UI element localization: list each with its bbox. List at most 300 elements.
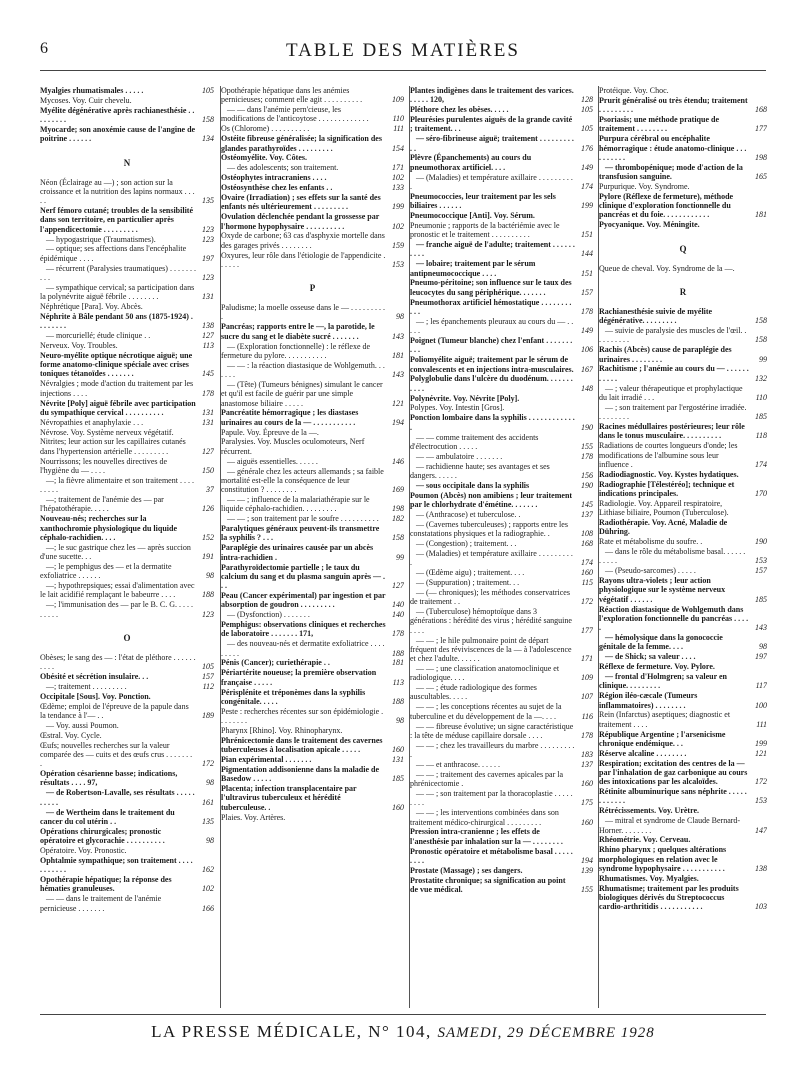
entry-text: — — ; les conceptions récentes au sujet de la tuberculine et du développement de la —. . . . bbox=[410, 702, 562, 721]
entry-text: Poumon (Abcès) non amibiens ; leur traitement par le chlorhydrate d'émétine. . . . . . . bbox=[410, 490, 573, 510]
entry-page-number: 198 bbox=[755, 152, 767, 162]
index-entry bbox=[221, 591, 404, 610]
entry-page-number: 143 bbox=[392, 370, 404, 380]
entry-page-number: 140 bbox=[392, 600, 404, 610]
entry-page-number: 143 bbox=[755, 623, 767, 633]
entry-page-number: 197 bbox=[202, 253, 214, 263]
index-entry bbox=[40, 856, 214, 875]
index-entry bbox=[221, 543, 404, 562]
entry-page-number: 118 bbox=[755, 431, 767, 441]
entry-page-number: 168 bbox=[581, 538, 593, 548]
index-entry bbox=[599, 326, 767, 345]
entry-text: Psoriasis; une méthode pratique de traitement . . . . . . . . bbox=[599, 115, 719, 134]
entry-text: Ophtalmie sympathique; son traitement . . . . . . . . . . . bbox=[40, 855, 193, 875]
entry-text: Pénis (Cancer); curiethérapie . . bbox=[221, 658, 330, 668]
entry-text: — hypogastrique (Traumatismes). bbox=[46, 234, 156, 244]
entry-page-number: 127 bbox=[392, 581, 404, 591]
entry-page-number: 37 bbox=[206, 485, 214, 495]
entry-page-number: 98 bbox=[206, 778, 214, 788]
entry-page-number: 151 bbox=[581, 268, 593, 278]
index-entry bbox=[410, 578, 593, 587]
index-entry bbox=[410, 722, 593, 741]
index-entry bbox=[599, 816, 767, 835]
entry-page-number: 112 bbox=[202, 681, 214, 691]
entry-text: —; le suc gastrique chez les — après succion d'une sucette. . . bbox=[40, 542, 191, 562]
entry-page-number: 172 bbox=[202, 759, 214, 769]
entry-text: Pancréas; rapports entre le —, la parotide, le sucre du sang et le diabète sucré . . . . . . . bbox=[221, 322, 375, 341]
index-entry bbox=[599, 537, 767, 546]
entry-text: Polynévrite. Voy. Névrite [Poly]. bbox=[410, 393, 520, 403]
index-column-2 bbox=[220, 86, 404, 1008]
index-entry bbox=[221, 467, 404, 495]
index-entry bbox=[40, 351, 214, 379]
index-entry bbox=[410, 770, 593, 789]
entry-text: Paludisme; la moelle osseuse dans le — . . . . . . . . . . bbox=[221, 303, 385, 322]
entry-text: Pylore (Réflexe de fermeture), méthode clinique d'exploration fonctionnelle du pancréas et du foie. . . . . . . . . . . . bbox=[599, 191, 734, 220]
index-entry bbox=[221, 428, 404, 437]
entry-page-number: 98 bbox=[396, 716, 404, 725]
entry-text: Prostate (Massage) ; ses dangers. bbox=[410, 865, 523, 875]
entry-text: Prostatite chronique; sa signification au point de vue médical. bbox=[410, 875, 566, 894]
index-entry bbox=[410, 462, 593, 481]
entry-text: Région iléo-cæcale (Tumeurs inflammatoires) . . . . . . . . bbox=[599, 691, 698, 710]
index-entry bbox=[221, 193, 404, 212]
entry-text: — ; son traitement par l'ergostérine irradiée. . . . . . . . . bbox=[599, 402, 747, 422]
index-entry bbox=[221, 736, 404, 755]
entry-page-number: 161 bbox=[202, 797, 214, 807]
entry-page-number: 160 bbox=[581, 817, 593, 827]
entry-text: — lobaire; traitement par le sérum antipneumococcique . . . . bbox=[410, 259, 536, 278]
index-entry bbox=[221, 303, 404, 322]
entry-text: Nouveau-nés; recherches sur la xanthochromie physiologique du liquide céphalo-rachidien. . . . bbox=[40, 514, 177, 542]
index-entry bbox=[221, 610, 404, 619]
entry-text: — — ; une classification anatomoclinique et radiologique. . . . bbox=[410, 664, 560, 683]
entry-text: — — dans l'anémie pern'cieuse, les modifications de l'anticoytose . . . . . . . . . . . . . bbox=[221, 105, 369, 124]
index-entry bbox=[40, 418, 214, 427]
entry-page-number: 98 bbox=[759, 642, 767, 652]
index-entry bbox=[410, 105, 593, 114]
index-entry bbox=[40, 379, 214, 398]
entry-page-number: 126 bbox=[202, 504, 214, 514]
entry-text: Ovaire (Irradiation) ; ses effets sur la santé des enfants nés ultérieurement . . . . . . . . . bbox=[221, 193, 381, 212]
index-entry bbox=[40, 178, 214, 206]
index-column-3 bbox=[409, 86, 593, 1008]
index-entry bbox=[221, 163, 404, 172]
entry-page-number: 155 bbox=[581, 884, 593, 894]
index-entry bbox=[221, 86, 404, 105]
entry-text: Ostéite fibreuse généralisée; la signification des glandes parathyroïdes . . . . . . . . . bbox=[221, 134, 382, 153]
entry-text: Oxyures, leur rôle dans l'étiologie de l'appendicite . . . . . . bbox=[221, 250, 386, 269]
index-entry bbox=[40, 769, 214, 788]
index-entry bbox=[410, 827, 593, 846]
entry-text: — de Shick; sa valeur . . . . bbox=[605, 652, 696, 662]
entry-text: — de Robertson-Lavalle, ses résultats . . . . . . . . . . bbox=[40, 788, 195, 807]
entry-page-number: 188 bbox=[202, 590, 214, 600]
entry-text: —; la fièvre alimentaire et son traitement . . . . . . . . . bbox=[40, 475, 194, 495]
entry-text: — — ; les interventions combinées dans son traitement médico-chirurgical . . . . . . . . . bbox=[410, 808, 559, 827]
footer-rule bbox=[40, 1014, 766, 1015]
index-entry bbox=[599, 345, 767, 364]
entry-text: Polypes. Voy. Intestin [Gros]. bbox=[410, 403, 505, 413]
index-entry bbox=[410, 588, 593, 607]
entry-text: — sympathique cervical; sa participation dans la polynévrite aiguë fébrile . . . . . . . . bbox=[40, 282, 195, 302]
index-entry bbox=[599, 115, 767, 134]
entry-page-number: 160 bbox=[581, 568, 593, 578]
entry-text: — (Maladies) et température axillaire . . . . . . . . . . bbox=[410, 548, 573, 568]
entry-text: — (Dysfonction) . . . . . . . bbox=[227, 610, 310, 620]
entry-text: —; l'immunisation des — par le B. C. G. . . . . . . . . . bbox=[40, 600, 193, 619]
entry-text: — (Pseudo-sarcomes) . . . . . bbox=[605, 566, 696, 576]
entry-text: Néon (Éclairage au —) ; son action sur la croissance et la nutrition des lapins normaux . . . . . bbox=[40, 177, 195, 206]
index-entry bbox=[410, 539, 593, 548]
entry-page-number: 152 bbox=[202, 532, 214, 542]
entry-text: — suivie de paralysie des muscles de l'œil. . . . . . . . . . bbox=[599, 326, 747, 345]
section-letter: P bbox=[309, 283, 316, 294]
index-entry bbox=[410, 549, 593, 568]
index-entry bbox=[221, 765, 404, 784]
index-entry bbox=[40, 244, 214, 263]
entry-page-number: 105 bbox=[202, 662, 214, 672]
entry-page-number: 113 bbox=[392, 677, 404, 687]
index-entry bbox=[221, 563, 404, 591]
entry-text: Rachis (Abcès) cause de paraplégie des urinaires . . . . . . . . bbox=[599, 345, 732, 364]
index-entry bbox=[221, 668, 404, 687]
entry-text: — (Cavernes tuberculeuses) ; rapports entre les constatations physiques et la radiographie. . bbox=[410, 519, 568, 539]
entry-text: — — ; son traitement par le soufre . . . . . . . . . . bbox=[227, 514, 379, 524]
index-entry bbox=[40, 86, 214, 95]
entry-text: Rein (Infarctus) aseptiques; diagnostic et traitement . . . . bbox=[599, 710, 731, 729]
index-entry bbox=[40, 672, 214, 681]
entry-page-number: 194 bbox=[392, 417, 404, 427]
index-entry bbox=[599, 470, 767, 479]
entry-text: — (Tête) (Tumeurs bénignes) simulant le cancer et qu'il est facile de guérir par une simple anastomose biliaire . . . . . bbox=[221, 379, 383, 408]
index-entry bbox=[410, 153, 593, 172]
entry-text: Névrite [Poly] aiguë fébrile avec participation du sympathique cervical . . . . . . . . . . bbox=[40, 398, 196, 417]
index-entry bbox=[221, 726, 404, 735]
index-entry bbox=[599, 364, 767, 383]
entry-page-number: 182 bbox=[392, 514, 404, 524]
index-entry bbox=[221, 707, 404, 726]
index-entry bbox=[599, 691, 767, 710]
entry-text: —; traitement de l'anémie des — par l'hépatothérapie. . . . . bbox=[40, 495, 164, 514]
index-entry bbox=[40, 846, 214, 855]
index-entry bbox=[40, 399, 214, 418]
section-letter: R bbox=[679, 286, 687, 297]
entry-text: — — ; étude radiologique des formes auscultables. . . . . bbox=[410, 683, 537, 702]
index-entry bbox=[410, 221, 593, 240]
entry-text: Rachianesthésie suivie de myélite dégénérative. . . . . . . . . bbox=[599, 306, 713, 326]
entry-page-number: 139 bbox=[581, 865, 593, 875]
index-entry bbox=[410, 192, 593, 211]
index-entry bbox=[221, 408, 404, 427]
entry-text: — ; valeur thérapeutique et prophylactique du lait irradié . . . bbox=[599, 383, 743, 402]
entry-page-number: 198 bbox=[392, 504, 404, 514]
index-entry bbox=[40, 235, 214, 244]
entry-text: Plaies. Voy. Artères. bbox=[221, 812, 286, 822]
index-entry bbox=[410, 403, 593, 412]
entry-text: — (Congestion) ; traitement. . . bbox=[416, 538, 517, 548]
entry-page-number: 117 bbox=[755, 681, 767, 691]
entry-page-number: 147 bbox=[755, 825, 767, 835]
entry-page-number: 154 bbox=[392, 143, 404, 153]
index-entry bbox=[221, 124, 404, 133]
index-entry bbox=[40, 96, 214, 105]
entry-text: Ostéophytes intracraniens . . . . bbox=[221, 173, 327, 183]
index-entry bbox=[599, 566, 767, 575]
index-entry bbox=[221, 361, 404, 380]
entry-page-number: 102 bbox=[392, 221, 404, 231]
section-letter: O bbox=[123, 632, 131, 643]
entry-page-number: 199 bbox=[392, 202, 404, 212]
entry-text: Obésité et sécrétion insulaire. . . bbox=[40, 672, 149, 682]
entry-page-number: 174 bbox=[755, 459, 767, 469]
entry-text: Radiodiagnostic. Voy. Kystes hydatiques. bbox=[599, 469, 739, 479]
entry-page-number: 131 bbox=[202, 417, 214, 427]
entry-page-number: 165 bbox=[755, 172, 767, 182]
entry-text: Paraplégie des urinaires causée par un abcès intra-rachidien . bbox=[221, 543, 374, 562]
index-entry bbox=[221, 524, 404, 543]
entry-page-number: 149 bbox=[581, 162, 593, 172]
entry-text: — — ; son traitement par la thoracoplastie . . . . . . . . . bbox=[410, 789, 573, 808]
entry-page-number: 151 bbox=[581, 230, 593, 240]
entry-text: — (Anthracose) et tuberculose. . bbox=[416, 509, 521, 519]
entry-text: Périsplénite et tréponèmes dans la syphilis congénitale. . . . . bbox=[221, 687, 366, 706]
entry-page-number: 189 bbox=[202, 711, 214, 721]
entry-text: République Argentine ; l'arsenicisme chronique endémique. . . bbox=[599, 729, 726, 748]
index-entry bbox=[410, 374, 593, 393]
entry-text: Obèses; le sang des — : l'état de pléthore . . . . . . . . . . bbox=[40, 652, 196, 672]
index-entry bbox=[410, 240, 593, 259]
entry-text: Paralytiques généraux peuvent-ils transmettre la syphilis ? . . . bbox=[221, 524, 380, 543]
entry-text: Purpura cérébral ou encéphalite hémorragique : étude anatomo-clinique . . . . . . . . . . bbox=[599, 134, 747, 162]
entry-text: Pian expérimental . . . . . . . bbox=[221, 754, 312, 764]
index-entry bbox=[410, 355, 593, 374]
index-entry bbox=[221, 231, 404, 250]
entry-text: — — ; le hile pulmonaire point de départ fréquent des réviviscences de la — à l'adolescence et chez l'adulte. . . . . . bbox=[410, 635, 572, 664]
index-entry bbox=[40, 827, 214, 846]
index-entry bbox=[40, 125, 214, 144]
index-entry bbox=[40, 682, 214, 691]
index-entry bbox=[410, 760, 593, 769]
entry-page-number: 103 bbox=[755, 902, 767, 912]
index-entry bbox=[599, 672, 767, 691]
entry-page-number: 175 bbox=[581, 798, 593, 808]
index-entry bbox=[221, 212, 404, 231]
index-entry bbox=[40, 283, 214, 302]
entry-text: —; traitement . . . . . . . . . bbox=[46, 681, 127, 691]
index-entry bbox=[410, 298, 593, 317]
entry-page-number: 197 bbox=[755, 652, 767, 662]
entry-text: Réflexe de fermeture. Voy. Pylore. bbox=[599, 662, 715, 672]
entry-text: Pleurésies purulentes aiguës de la grande cavité ; traitement. . . bbox=[410, 115, 573, 134]
entry-text: Pharynx [Rhino]. Voy. Rhinopharynx. bbox=[221, 725, 343, 735]
entry-page-number: 131 bbox=[202, 292, 214, 302]
index-entry bbox=[599, 441, 767, 469]
index-entry bbox=[40, 653, 214, 672]
entry-page-number: 138 bbox=[755, 863, 767, 873]
entry-page-number: 170 bbox=[755, 488, 767, 498]
entry-text: Opothérapie hépatique; la réponse des hématies granuleuses. bbox=[40, 875, 172, 894]
entry-text: Opération césarienne basse; indications, résultats . . . . 97, bbox=[40, 769, 178, 788]
index-entry bbox=[40, 581, 214, 600]
index-entry bbox=[599, 518, 767, 537]
entry-text: — — ; influence de la malariathérapie sur le liquide céphalo-rachidien. . . . . . . . . bbox=[221, 495, 370, 514]
entry-text: Ovulation déclenchée pendant la grossesse par l'hormone hypophysaire . . . . . . . . . . bbox=[221, 212, 380, 231]
entry-page-number: 153 bbox=[755, 796, 767, 806]
entry-text: Réaction diastasique de Wohlgemuth dans l'exploration fonctionnelle du pancréas . . . . . bbox=[599, 604, 749, 633]
entry-text: Nerveux. Voy. Troubles. bbox=[40, 340, 118, 350]
entry-page-number: 137 bbox=[581, 759, 593, 769]
entry-text: Poignet (Tumeur blanche) chez l'enfant . . . . . . . . . . bbox=[410, 336, 573, 355]
entry-text: Opératoire. Voy. Pronostic. bbox=[40, 845, 127, 855]
entry-page-number: 144 bbox=[581, 249, 593, 259]
entry-page-number: 132 bbox=[755, 373, 767, 383]
entry-page-number: 123 bbox=[202, 272, 214, 282]
entry-page-number: 157 bbox=[581, 287, 593, 297]
entry-text: — Voy. aussi Poumon. bbox=[46, 720, 119, 730]
index-entry bbox=[599, 605, 767, 633]
index-entry bbox=[599, 884, 767, 912]
entry-page-number: 127 bbox=[202, 446, 214, 456]
index-entry bbox=[40, 788, 214, 807]
index-entry bbox=[599, 710, 767, 729]
entry-text: Rétrécissements. Voy. Urètre. bbox=[599, 806, 700, 816]
entry-page-number: 183 bbox=[581, 750, 593, 760]
entry-page-number: 158 bbox=[202, 115, 214, 125]
index-entry bbox=[410, 808, 593, 827]
index-column-4 bbox=[598, 86, 767, 1008]
index-entry bbox=[40, 731, 214, 740]
entry-text: Os (Chlorome) . . . . . . . . . . bbox=[221, 124, 310, 134]
entry-page-number: 140 bbox=[392, 610, 404, 620]
entry-page-number: 105 bbox=[581, 124, 593, 134]
entry-text: Rhumatisme; traitement par les produits biologiques dérivés du Streptococcus cardio-arthritidis . . . . . . . . . . . bbox=[599, 883, 739, 912]
entry-text: Radiographie [Télestéréo]; technique et indications principales. bbox=[599, 479, 735, 498]
entry-text: Radiologie. Voy. Appareil respiratoire, Lithiase biliaire, Poumon (Tuberculose). bbox=[599, 498, 729, 518]
entry-text: Nourrissons; les nouvelles directives de l'hygiène du — . . . . bbox=[40, 456, 168, 475]
entry-page-number: 159 bbox=[392, 240, 404, 250]
entry-page-number: 116 bbox=[581, 711, 593, 721]
entry-text: Poliomyélite aiguë; traitement par le sérum de convalescents et en injections intra-musculaires. bbox=[410, 355, 574, 374]
index-entry bbox=[599, 845, 767, 873]
entry-text: — franche aiguë de l'adulte; traitement . . . . . . . . . . bbox=[410, 240, 575, 259]
entry-text: Pyocyanique. Voy. Méningite. bbox=[599, 220, 700, 230]
entry-page-number: 123 bbox=[202, 224, 214, 234]
index-entry bbox=[40, 721, 214, 730]
entry-text: Pneumococcique [Anti]. Voy. Sérum. bbox=[410, 211, 535, 221]
index-entry bbox=[410, 876, 593, 895]
entry-page-number: 110 bbox=[755, 392, 767, 402]
index-entry bbox=[221, 813, 404, 822]
entry-page-number: 150 bbox=[202, 465, 214, 475]
entry-page-number: 98 bbox=[396, 312, 404, 322]
index-entry bbox=[410, 394, 593, 403]
index-entry bbox=[410, 510, 593, 519]
entry-page-number: 171 bbox=[392, 163, 404, 173]
index-entry bbox=[221, 784, 404, 812]
entry-page-number: 145 bbox=[581, 500, 593, 510]
entry-page-number: 177 bbox=[581, 625, 593, 635]
index-entry bbox=[599, 96, 767, 115]
index-entry bbox=[410, 336, 593, 355]
entry-page-number: 113 bbox=[202, 340, 214, 350]
entry-page-number: 109 bbox=[392, 95, 404, 105]
entry-text: Peste : recherches récentes sur son épidémiologie . . . . . . . . bbox=[221, 706, 384, 725]
index-entry bbox=[40, 341, 214, 350]
entry-page-number: 190 bbox=[581, 480, 593, 490]
entry-page-number: 148 bbox=[581, 383, 593, 393]
entry-text: Neuro-myélite optique nécrotique aiguë; une forme anatomo-clinique spéciale avec crises toniques tétanoïdes . . . . . . . bbox=[40, 350, 193, 379]
index-entry bbox=[410, 664, 593, 683]
index-entry bbox=[221, 105, 404, 124]
entry-text: — — et anthracose. . . . . . bbox=[416, 759, 500, 769]
entry-text: — rachidienne haute; ses avantages et ses dangers. . . . . . bbox=[410, 461, 550, 480]
entry-text: Pigmentation addisonienne dans la maladie de Basedow . . . . . bbox=[221, 764, 380, 784]
entry-text: Pneumonie ; rapports de la bactériémie avec le pronostic et le traitement . . . . . . . . . . bbox=[410, 220, 560, 240]
entry-page-number: 169 bbox=[392, 485, 404, 495]
entry-page-number: 100 bbox=[755, 700, 767, 710]
index-entry bbox=[221, 457, 404, 466]
index-entry bbox=[221, 514, 404, 523]
entry-text: Œdème; emploi de l'épreuve de la papule dans la tendance à l'— . . bbox=[40, 701, 189, 721]
index-entry bbox=[599, 749, 767, 758]
entry-page-number: 167 bbox=[581, 364, 593, 374]
entry-page-number: 174 bbox=[581, 181, 593, 191]
entry-page-number: 108 bbox=[581, 529, 593, 539]
page-footer bbox=[40, 1022, 766, 1046]
entry-page-number: 190 bbox=[581, 422, 593, 432]
entry-text: Queue de cheval. Voy. Syndrome de la —. bbox=[599, 263, 735, 273]
index-entry bbox=[410, 86, 593, 105]
entry-page-number: 168 bbox=[755, 105, 767, 115]
index-entry bbox=[410, 317, 593, 336]
entry-page-number: 102 bbox=[392, 173, 404, 183]
index-entry bbox=[599, 499, 767, 518]
entry-text: — — ambulatoire . . . . . . . bbox=[416, 451, 503, 461]
entry-text: — récurrent (Paralysies traumatiques) . . . . . . . . . . bbox=[40, 263, 196, 282]
index-entry bbox=[410, 607, 593, 635]
index-entry bbox=[410, 173, 593, 192]
index-entry bbox=[221, 658, 404, 667]
entry-page-number: 160 bbox=[581, 779, 593, 789]
entry-page-number: 106 bbox=[581, 345, 593, 355]
index-entry bbox=[410, 134, 593, 153]
entry-text: — — fibreuse évolutive; un signe caractéristique : la tête de méduse capillaire dorsale . . . . bbox=[410, 721, 574, 740]
entry-text: Néphrite à Bâle pendant 50 ans (1875-1924) . . . . . . . . bbox=[40, 311, 193, 331]
entry-text: Respiration; excitation des centres de la — par l'inhalation de gaz carbonique au cours des intoxications par les alcaloïdes. bbox=[599, 758, 748, 787]
index-entry bbox=[40, 741, 214, 769]
entry-text: — sous occipitale dans la syphilis bbox=[416, 480, 530, 490]
entry-text: — optique; ses affections dans l'encéphalite épidémique . . . . bbox=[40, 244, 187, 263]
index-entry bbox=[599, 220, 767, 229]
index-entry bbox=[410, 568, 593, 577]
entry-text: Pemphigus: observations cliniques et recherches de laboratoire . . . . . . . 171, bbox=[221, 620, 386, 639]
entry-text: Nerf fémoro cutané; troubles de la sensibilité dans son territoire, en particulier après l'appendicectomie . . . . . . . . . bbox=[40, 206, 194, 234]
entry-text: Ostéomyélite. Voy. Côtes. bbox=[221, 153, 307, 163]
entry-page-number: 181 bbox=[392, 350, 404, 360]
entry-page-number: 157 bbox=[202, 672, 214, 682]
entry-page-number: 131 bbox=[392, 754, 404, 764]
index-entry bbox=[221, 251, 404, 270]
index-entry bbox=[410, 259, 593, 278]
entry-text: Pancréatite hémorragique ; les diastases urinaires au cours de la — . . . . . . . . . . . bbox=[221, 408, 359, 427]
entry-text: Plantes indigènes dans le traitement des varices. . . . . . 120, bbox=[410, 86, 574, 105]
entry-page-number: 107 bbox=[581, 692, 593, 702]
index-entry bbox=[410, 866, 593, 875]
section-letter: Q bbox=[679, 243, 687, 254]
page-number: 6 bbox=[40, 40, 48, 57]
entry-text: — (Tuberculose) hémoptoïque dans 3 générations : hérédité des virus ; hérédité sanguine . . . . bbox=[410, 607, 572, 635]
